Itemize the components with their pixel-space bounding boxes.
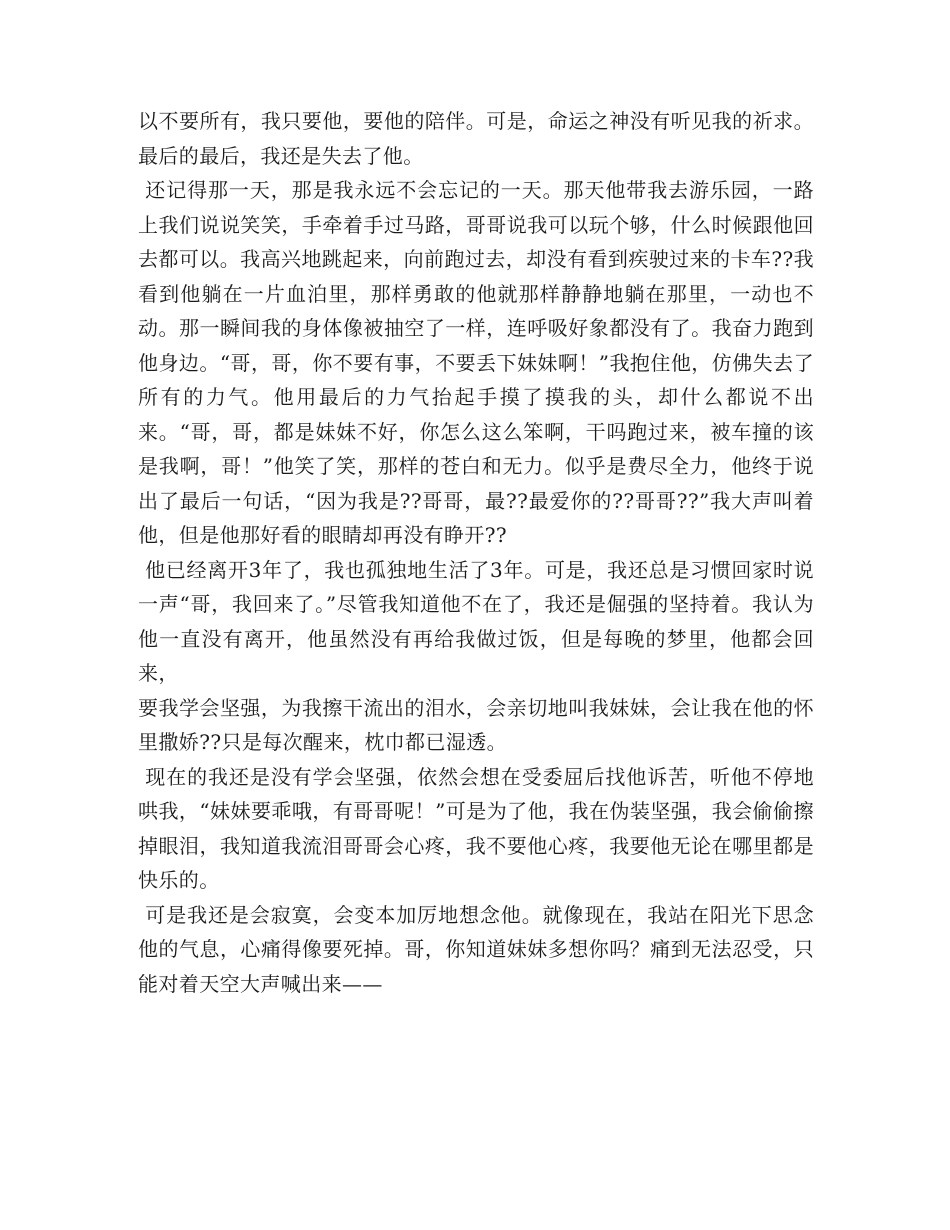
paragraph-2: 还记得那一天，那是我永远不会忘记的一天。那天他带我去游乐园，一路上我们说说笑笑，手牵着手过马路，哥哥说我可以玩个够，什么时候跟他回去都可以。我高兴地跳起来，向前跑过去，却没有看到疾驶过来的卡车??我看到他躺在一片血泊里，那样勇敢的他就那样静静地躺在那里，一动也不动。那一瞬间我的身体像被抽空了一样，连呼吸好象都没有了。我奋力跑到他身边。“哥，哥，你不要有事，不要丢下妹妹啊！”我抱住他，仿佛失去了所有的力气。他用最后的力气抬起手摸了摸我的头，却什么都说不出来。“哥，哥，都是妹妹不好，你怎么这么笨啊，干吗跑过来，被车撞的该是我啊，哥！”他笑了笑，那样的苍白和无力。似乎是费尽全力，他终于说出了最后一句话，“因为我是??哥哥，最??最爱你的??哥哥??”我大声叫着他，但是他那好看的眼睛却再没有睁开?? bbox=[138, 178, 814, 547]
document-page bbox=[138, 104, 814, 1001]
paragraph-1: 以不要所有，我只要他，要他的陪伴。可是，命运之神没有听见我的祈求。最后的最后，我还是失去了他。 bbox=[138, 109, 814, 168]
paragraph-5: 现在的我还是没有学会坚强，依然会想在受委屈后找他诉苦，听他不停地哄我，“妹妹要乖哦，有哥哥呢！”可是为了他，我在伪装坚强，我会偷偷擦掉眼泪，我知道我流泪哥哥会心疼，我不要他心疼，我要他无论在哪里都是快乐的。 bbox=[138, 764, 814, 892]
paragraph-6: 可是我还是会寂寞，会变本加厉地想念他。就像现在，我站在阳光下思念他的气息，心痛得像要死掉。哥，你知道妹妹多想你吗？痛到无法忍受，只能对着天空大声喊出来—— bbox=[138, 902, 814, 996]
paragraph-3: 他已经离开3年了，我也孤独地生活了3年。可是，我还总是习惯回家时说一声“哥，我回来了。”尽管我知道他不在了，我还是倔强的坚持着。我认为他一直没有离开，他虽然没有再给我做过饭，但是每晚的梦里，他都会回来， bbox=[138, 557, 814, 685]
paragraph-4: 要我学会坚强，为我擦干流出的泪水，会亲切地叫我妹妹，会让我在他的怀里撒娇??只是每次醒来，枕巾都已湿透。 bbox=[138, 695, 814, 754]
